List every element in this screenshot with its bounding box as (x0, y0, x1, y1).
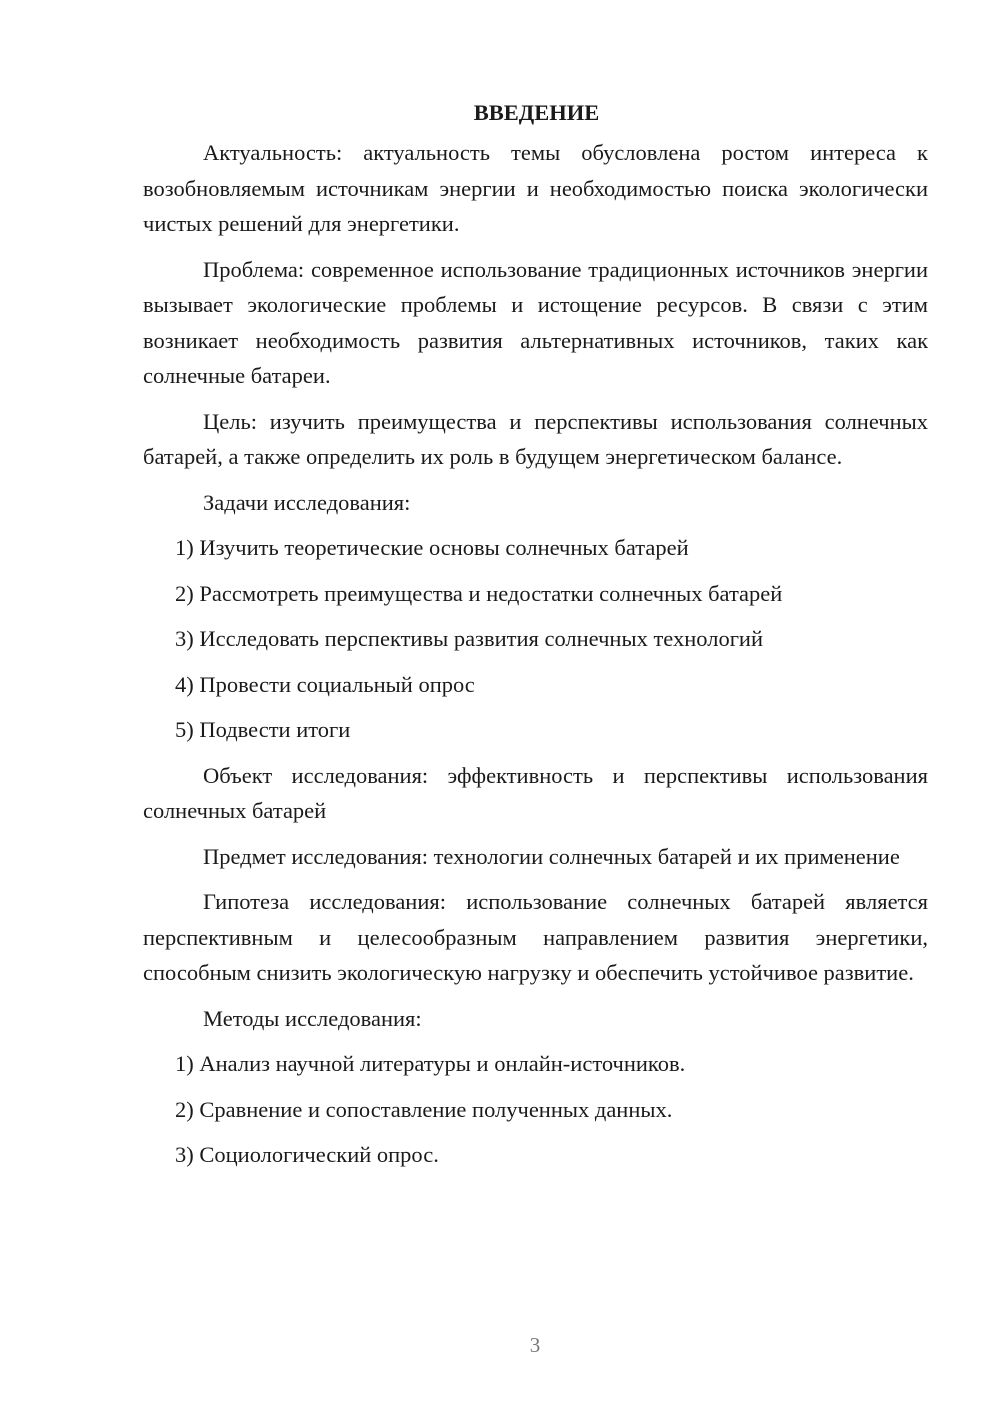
page-number: 3 (529, 1333, 541, 1357)
page-title: ВВЕДЕНИЕ (473, 100, 600, 125)
list-item: 2) Сравнение и сопоставление полученных данных. (175, 1096, 673, 1122)
list-item: 5) Подвести итоги (175, 717, 351, 742)
document-body (143, 95, 928, 1183)
tasks-list (143, 530, 928, 748)
paragraph-hypothesis: Гипотеза исследования: использование солнечных батарей является перспективным и целесообразным направлением развития энергетики, способным снизить экологическую нагрузку и обеспечить устойчивое развитие. (143, 889, 928, 985)
paragraph-goal: Цель: изучить преимущества и перспективы использования солнечных батарей, а также определить их роль в будущем энергетическом балансе. (143, 408, 928, 469)
paragraph-relevance: Актуальность: актуальность темы обусловлена ростом интереса к возобновляемым источникам энергии и необходимостью поиска экологически чистых решений для энергетики. (143, 140, 928, 236)
list-item: 3) Социологический опрос. (175, 1142, 439, 1167)
methods-list (143, 1046, 928, 1173)
list-item: 4) Провести социальный опрос (175, 671, 475, 697)
methods-heading: Методы исследования: (203, 1005, 422, 1031)
list-item: 3) Исследовать перспективы развития солнечных технологий (175, 626, 763, 651)
list-item: 2) Рассмотреть преимущества и недостатки солнечных батарей (175, 580, 783, 606)
list-item: 1) Анализ научной литературы и онлайн-источников. (175, 1051, 686, 1076)
list-item: 1) Изучить теоретические основы солнечных батарей (175, 535, 689, 560)
paragraph-problem: Проблема: современное использование традиционных источников энергии вызывает экологические проблемы и истощение ресурсов. В связи с этим возникает необходимость развития альтернативных источников, таких как солнечные батареи. (143, 256, 928, 388)
paragraph-object: Объект исследования: эффективность и перспективы использования солнечных батарей (143, 762, 928, 823)
paragraph-subject: Предмет исследования: технологии солнечных батарей и их применение (203, 843, 900, 869)
tasks-heading: Задачи исследования: (203, 489, 411, 515)
